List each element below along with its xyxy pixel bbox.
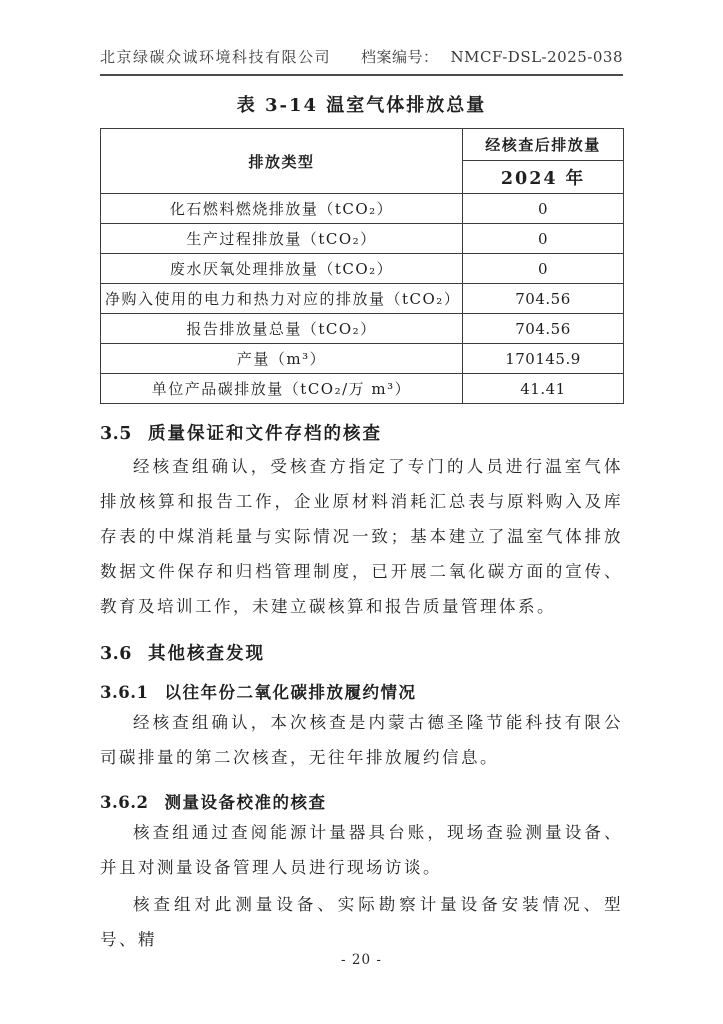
- row-value: 704.56: [463, 284, 624, 314]
- section-number: 3.6: [100, 644, 132, 664]
- section-title: 以往年份二氧化碳排放履约情况: [164, 683, 417, 702]
- row-label: 净购入使用的电力和热力对应的排放量（tCO₂）: [101, 284, 463, 314]
- section-number: 3.5: [100, 424, 132, 444]
- table-row: [101, 344, 624, 374]
- table-row: [101, 374, 624, 404]
- section-3-6-2-paragraph-1: 核查组通过查阅能源计量器具台账，现场查验测量设备、并且对测量设备管理人员进行现场访谈。: [100, 823, 623, 877]
- emissions-table: [100, 128, 624, 404]
- row-label: 报告排放量总量（tCO₂）: [101, 314, 463, 344]
- file-number-value: NMCF-DSL-2025-038: [450, 48, 623, 66]
- file-number-label: 档案编号：: [361, 48, 439, 66]
- section-number: 3.6.1: [100, 683, 149, 702]
- col-header-verified-emissions: 经核查后排放量: [463, 129, 624, 161]
- row-label: 产量（m³）: [101, 344, 463, 374]
- page-number: - 20 -: [341, 952, 382, 968]
- row-value: 0: [463, 194, 624, 224]
- section-title: 其他核查发现: [147, 644, 265, 664]
- row-value: 170145.9: [463, 344, 624, 374]
- section-title: 测量设备校准的核查: [164, 793, 327, 812]
- section-3-6-2-paragraph-2: 核查组对此测量设备、实际勘察计量设备安装情况、型号、精: [100, 895, 623, 949]
- table-caption: 表 3-14 温室气体排放总量: [236, 95, 487, 116]
- table-row: [101, 254, 624, 284]
- col-header-year: 2024 年: [463, 161, 624, 194]
- row-label: 废水厌氧处理排放量（tCO₂）: [101, 254, 463, 284]
- row-value: 0: [463, 224, 624, 254]
- company-name: 北京绿碳众诚环境科技有限公司: [100, 48, 332, 66]
- table-row: [101, 224, 624, 254]
- row-label: 单位产品碳排放量（tCO₂/万 m³）: [101, 374, 463, 404]
- table-row: [101, 314, 624, 344]
- row-value: 704.56: [463, 314, 624, 344]
- section-title: 质量保证和文件存档的核查: [147, 424, 382, 444]
- row-label: 生产过程排放量（tCO₂）: [101, 224, 463, 254]
- row-label: 化石燃料燃烧排放量（tCO₂）: [101, 194, 463, 224]
- section-3-5-paragraph: 经核查组确认，受核查方指定了专门的人员进行温室气体排放核算和报告工作，企业原材料消耗汇总表与原料购入及库存表的中煤消耗量与实际情况一致；基本建立了温室气体排放数据文件保存和归档管理制度，已开展二氧化碳方面的宣传、教育及培训工作，未建立碳核算和报告质量管理体系。: [100, 457, 623, 616]
- section-3-6-1-paragraph: 经核查组确认，本次核查是内蒙古德圣隆节能科技有限公司碳排量的第二次核查，无往年排放履约信息。: [100, 713, 623, 767]
- col-header-emission-type: 排放类型: [101, 129, 463, 194]
- section-heading-3-6-1: [100, 679, 623, 703]
- table-row: [101, 284, 624, 314]
- file-number: [361, 46, 623, 67]
- table-row: [101, 194, 624, 224]
- row-value: 41.41: [463, 374, 624, 404]
- page-header: [100, 0, 623, 76]
- section-number: 3.6.2: [100, 793, 149, 812]
- section-heading-3-5: [100, 420, 623, 445]
- row-value: 0: [463, 254, 624, 284]
- section-heading-3-6: [100, 640, 623, 665]
- section-heading-3-6-2: [100, 789, 623, 813]
